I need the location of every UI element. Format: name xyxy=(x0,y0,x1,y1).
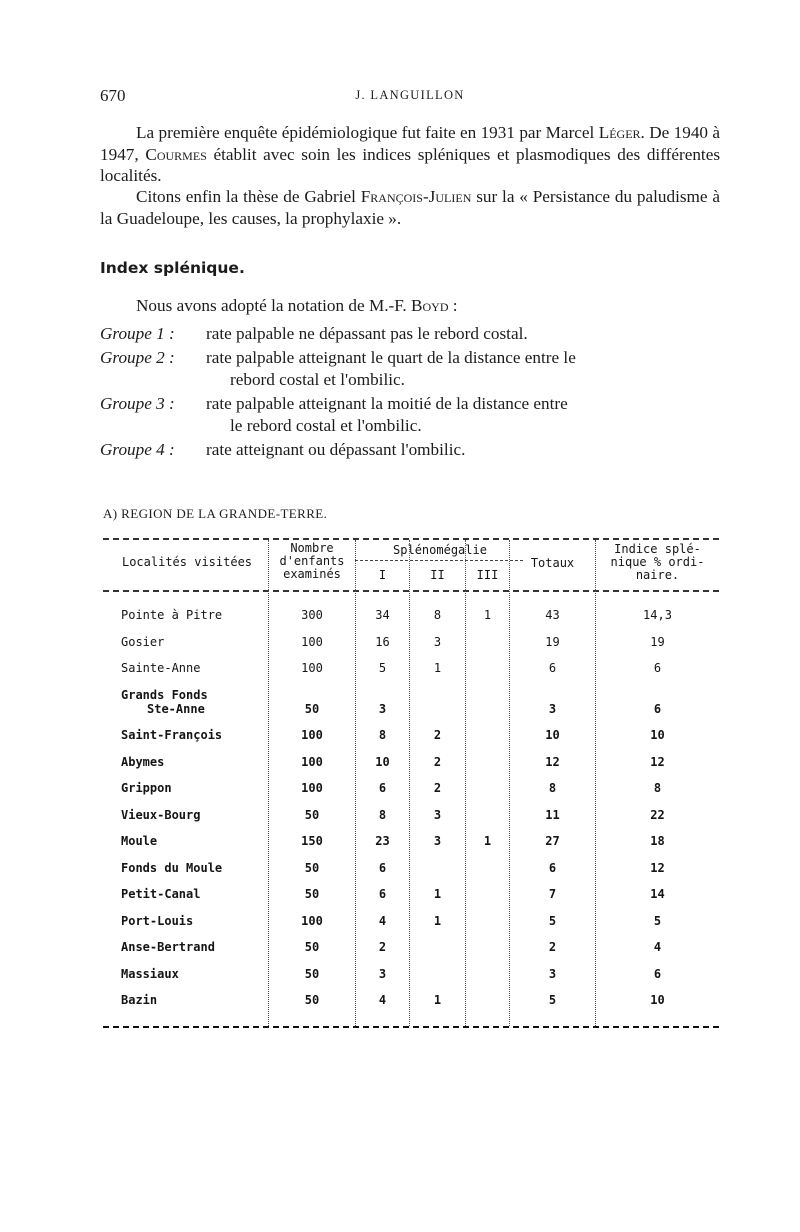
cell-indice: 10 xyxy=(650,993,665,1007)
group-description-line1: rate atteignant ou dépassant l'ombilic. xyxy=(206,440,466,459)
cell-group-III: 1 xyxy=(483,608,492,622)
cell-localite xyxy=(121,635,267,649)
cell-localite xyxy=(121,861,267,875)
cell-group-II: 3 xyxy=(433,807,442,822)
cell-localite xyxy=(121,887,267,901)
group-description-line2: rebord costal et l'ombilic. xyxy=(230,369,405,389)
group-description-line1: rate palpable ne dépassant pas le rebord costal. xyxy=(206,323,528,343)
notation-intro xyxy=(100,295,720,317)
cell-group-I: 2 xyxy=(378,940,387,954)
group-description-line1: rate palpable atteignant le quart de la distance entre le xyxy=(206,348,576,367)
localite-name: Saint-François xyxy=(121,728,223,742)
cell-localite xyxy=(121,808,267,822)
notation-intro-end: : xyxy=(448,296,458,315)
cell-group-II: 2 xyxy=(433,781,442,795)
localite-name: Petit-Canal xyxy=(121,887,201,901)
cell-nombre: 150 xyxy=(301,834,323,848)
cell-totaux: 43 xyxy=(545,608,560,622)
cell-indice: 18 xyxy=(650,834,665,848)
cell-group-I: 4 xyxy=(378,913,387,928)
cell-nombre: 300 xyxy=(301,608,323,622)
cell-indice: 6 xyxy=(653,701,662,716)
cell-indice: 6 xyxy=(653,661,662,675)
cell-group-I: 6 xyxy=(378,781,387,795)
cell-totaux: 6 xyxy=(548,661,557,675)
cell-group-II: 1 xyxy=(433,993,442,1007)
header-totaux: Totaux xyxy=(530,556,575,570)
cell-group-II: 2 xyxy=(433,754,442,769)
header-localites: Localités visitées xyxy=(121,555,253,569)
localite-name: Moule xyxy=(121,834,158,848)
author-francois-julien: François-Julien xyxy=(360,187,472,206)
cell-localite xyxy=(121,688,267,716)
header-indice-line2: nique % ordi- xyxy=(610,555,705,569)
cell-indice: 12 xyxy=(650,860,665,875)
cell-totaux: 5 xyxy=(548,913,557,928)
intro-paragraph-2 xyxy=(100,186,720,229)
data-table xyxy=(103,538,719,1030)
cell-indice: 14,3 xyxy=(643,608,672,622)
intro-p1-text-a: La première enquête épidémiologique fut faite en 1931 par Marcel xyxy=(136,123,599,142)
localite-name: Abymes xyxy=(121,754,165,769)
header-nombre-line1: Nombre xyxy=(290,541,334,555)
cell-group-II: 8 xyxy=(433,608,442,622)
cell-totaux: 6 xyxy=(548,860,557,875)
cell-nombre: 50 xyxy=(304,993,320,1007)
cell-totaux: 11 xyxy=(545,807,560,822)
cell-localite xyxy=(121,914,267,928)
localite-name: Gosier xyxy=(121,634,165,649)
cell-totaux: 3 xyxy=(548,701,557,716)
localite-name: Sainte-Anne xyxy=(121,661,201,675)
cell-indice: 22 xyxy=(650,807,665,822)
header-splenomegalie: Splénomégalie xyxy=(393,543,487,557)
header-nombre xyxy=(269,542,355,581)
group-item xyxy=(100,347,720,390)
localite-name: Grippon xyxy=(121,781,172,795)
cell-group-I: 8 xyxy=(378,807,387,822)
header-nombre-line3: examinés xyxy=(283,567,341,581)
cell-group-III: 1 xyxy=(483,834,492,848)
cell-group-II: 3 xyxy=(433,834,442,848)
cell-nombre: 100 xyxy=(301,754,323,769)
cell-localite xyxy=(121,967,267,981)
cell-group-I: 3 xyxy=(378,701,387,716)
localite-name: Bazin xyxy=(121,993,158,1007)
group-label: Groupe 4 : xyxy=(100,440,175,459)
cell-group-I: 23 xyxy=(375,834,390,848)
intro-paragraph-1 xyxy=(100,122,720,187)
cell-localite xyxy=(121,834,267,848)
page-header xyxy=(100,86,720,110)
group-description xyxy=(206,439,720,461)
group-label: Groupe 1 : xyxy=(100,323,175,343)
cell-localite xyxy=(121,661,267,675)
cell-localite xyxy=(121,608,267,622)
author-leger: Léger xyxy=(598,123,641,142)
cell-group-II: 1 xyxy=(433,661,442,675)
localite-name: Massiaux xyxy=(121,966,179,981)
cell-group-I: 10 xyxy=(375,754,390,769)
group-label: Groupe 2 : xyxy=(100,348,175,367)
cell-totaux: 7 xyxy=(548,887,557,901)
running-head: J. LANGUILLON xyxy=(355,88,465,102)
table-rule-splenomegalie xyxy=(355,560,523,561)
group-description xyxy=(206,393,720,436)
intro-p1-text-c: établit avec soin les indices spléniques et plasmodiques des différentes localités. xyxy=(100,144,721,185)
notation-block xyxy=(100,295,720,464)
cell-localite xyxy=(121,781,267,795)
intro-p2-text-b: sur la « Persistance du paludisme à la Guadeloupe, les causes, la prophylaxie ». xyxy=(100,187,721,228)
cell-localite xyxy=(121,728,267,742)
group-list xyxy=(100,323,720,461)
cell-group-I: 4 xyxy=(378,993,387,1007)
group-description-line2: le rebord costal et l'ombilic. xyxy=(230,415,422,435)
table-rule-header xyxy=(103,590,719,592)
cell-indice: 5 xyxy=(653,913,662,928)
header-indice-line1: Indice splé- xyxy=(614,542,701,556)
cell-group-II: 1 xyxy=(433,887,442,901)
cell-nombre: 50 xyxy=(304,966,320,981)
intro-p1-text-b: . De 1940 à 1947, xyxy=(100,123,720,164)
localite-name: Port-Louis xyxy=(121,913,194,928)
cell-nombre: 100 xyxy=(301,728,323,742)
cell-indice: 12 xyxy=(650,754,665,769)
cell-nombre: 100 xyxy=(301,913,323,928)
cell-localite xyxy=(121,755,267,769)
table-title: A) REGION DE LA GRANDE-TERRE. xyxy=(103,506,328,521)
cell-nombre: 50 xyxy=(304,860,320,875)
section-title: Index splénique. xyxy=(100,259,245,277)
cell-indice: 8 xyxy=(653,781,662,795)
cell-group-I: 3 xyxy=(378,966,387,981)
cell-group-I: 8 xyxy=(378,728,387,742)
cell-indice: 6 xyxy=(653,966,662,981)
header-indice-line3: naire. xyxy=(635,568,680,582)
cell-totaux: 12 xyxy=(545,754,560,769)
group-description-line1: rate palpable atteignant la moitié de la distance entre xyxy=(206,394,568,413)
cell-group-II: 3 xyxy=(433,634,442,649)
cell-indice: 10 xyxy=(650,728,665,742)
table-rule-bottom xyxy=(103,1026,719,1028)
intro-p2-text-a: Citons enfin la thèse de Gabriel xyxy=(136,187,361,206)
author-courmes: Courmes xyxy=(145,144,207,164)
group-label: Groupe 3 : xyxy=(100,394,175,413)
cell-group-II: 2 xyxy=(433,728,442,742)
cell-localite xyxy=(121,993,267,1007)
cell-group-II: 1 xyxy=(433,913,442,928)
group-description xyxy=(206,323,720,345)
cell-group-I: 6 xyxy=(378,860,387,875)
cell-group-I: 34 xyxy=(375,608,390,622)
header-col-III: III xyxy=(476,568,499,582)
localite-name: Grands Fonds xyxy=(121,687,208,702)
cell-indice: 14 xyxy=(650,887,665,901)
cell-nombre: 50 xyxy=(304,940,320,954)
cell-group-I: 16 xyxy=(375,634,390,649)
cell-nombre: 50 xyxy=(304,887,320,901)
cell-totaux: 19 xyxy=(545,634,560,649)
cell-nombre: 100 xyxy=(301,781,323,795)
page-number: 670 xyxy=(100,86,126,105)
localite-name: Pointe à Pitre xyxy=(121,608,223,622)
header-nombre-line2: d'enfants xyxy=(279,554,345,568)
group-item xyxy=(100,323,720,345)
cell-localite xyxy=(121,940,267,954)
cell-totaux: 10 xyxy=(545,728,560,742)
localite-name: Anse-Bertrand xyxy=(121,940,215,954)
cell-totaux: 5 xyxy=(548,993,557,1007)
cell-nombre: 100 xyxy=(301,661,323,675)
cell-nombre: 50 xyxy=(304,701,320,716)
group-item xyxy=(100,393,720,436)
localite-name: Vieux-Bourg xyxy=(121,807,201,822)
localite-name: Fonds du Moule xyxy=(121,860,223,875)
header-col-I: I xyxy=(378,568,387,582)
group-description xyxy=(206,347,720,390)
group-item xyxy=(100,439,720,461)
cell-indice: 4 xyxy=(653,940,662,954)
cell-totaux: 2 xyxy=(548,940,557,954)
author-boyd: Boyd xyxy=(411,296,449,315)
header-col-II: II xyxy=(430,568,445,582)
notation-intro-text: Nous avons adopté la notation de M.-F. xyxy=(136,296,412,315)
cell-nombre: 100 xyxy=(301,634,323,649)
cell-nombre: 50 xyxy=(304,807,320,822)
localite-name-line2: Ste-Anne xyxy=(147,701,205,716)
cell-indice: 19 xyxy=(650,634,665,649)
cell-totaux: 8 xyxy=(548,781,557,795)
header-indice xyxy=(596,543,719,582)
cell-totaux: 3 xyxy=(548,966,557,981)
cell-group-I: 5 xyxy=(378,661,387,675)
cell-totaux: 27 xyxy=(545,834,560,848)
cell-group-I: 6 xyxy=(378,887,387,901)
table-rule-top xyxy=(103,538,719,540)
